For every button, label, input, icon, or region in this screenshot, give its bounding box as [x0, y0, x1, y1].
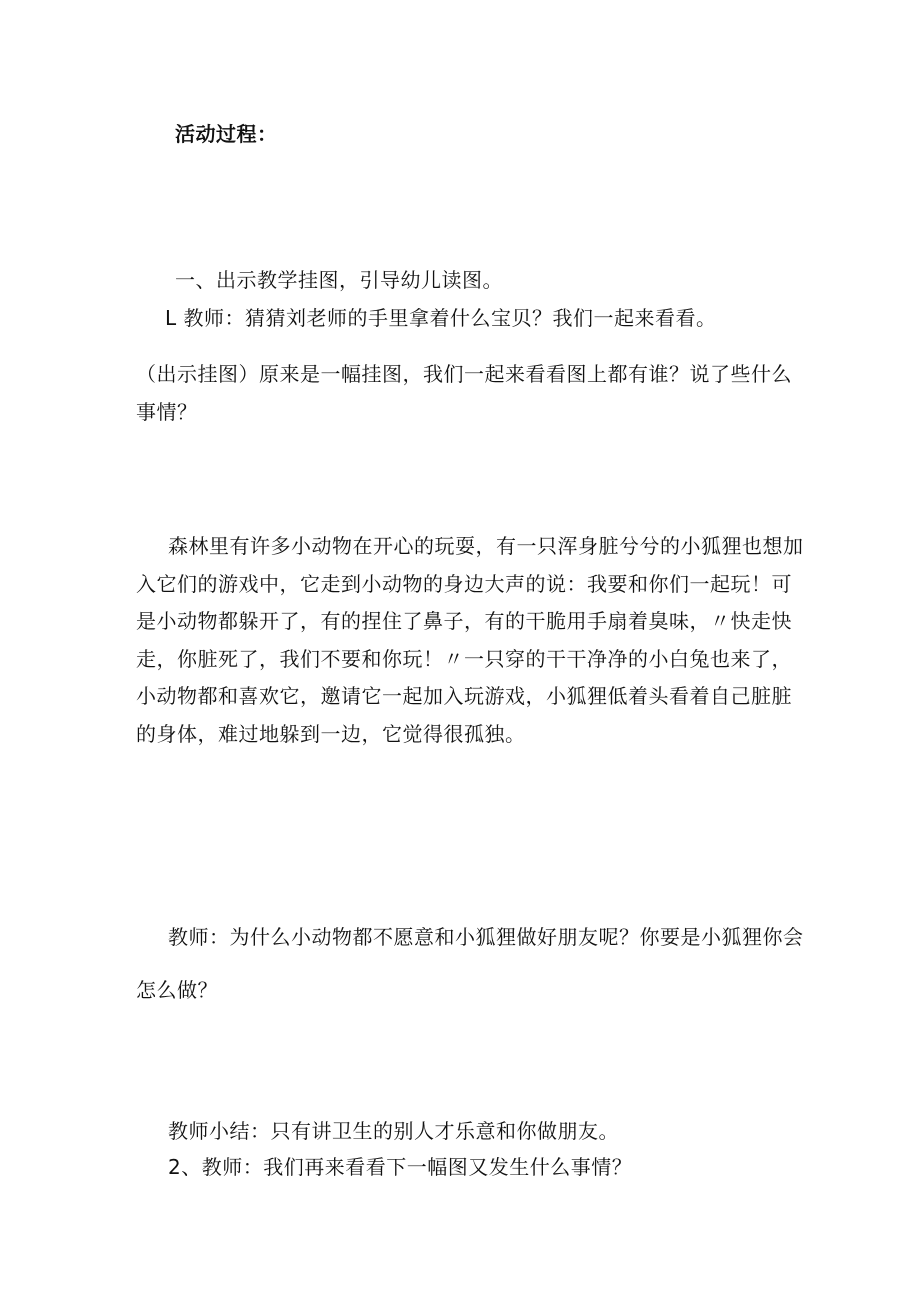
- teacher-summary: 教师小结：只有讲卫生的别人才乐意和你做朋友。: [168, 1119, 619, 1143]
- story-paragraph: [136, 528, 804, 753]
- text-line: 是小动物都躲开了，有的捏住了鼻子，有的干脆用手扇着臭味，〃快走快: [136, 609, 792, 633]
- section-one-title: 一、出示教学挂图，引导幼儿读图。: [175, 268, 503, 292]
- text-line: 的身体，难过地躲到一边，它觉得很孤独。: [136, 721, 526, 746]
- teacher-question-3: 2、教师：我们再来看看下一幅图又发生什么事情？: [168, 1155, 633, 1179]
- teacher-question-2: [136, 911, 804, 1017]
- teacher-question-1-continuation: [136, 356, 796, 431]
- section-heading: 活动过程：: [175, 122, 278, 146]
- text-line: 入它们的游戏中，它走到小动物的身边大声的说：我要和你们一起玩！可: [136, 571, 792, 596]
- text-line: 森林里有许多小动物在开心的玩耍，有一只浑身脏兮兮的小狐狸也想加: [168, 534, 804, 558]
- teacher-question-1: L 教师：猜猜刘老师的手里拿着什么宝贝？我们一起来看看。: [165, 306, 717, 330]
- text-line: 小动物都和喜欢它，邀请它一起加入玩游戏，小狐狸低着头看着自己脏脏: [136, 684, 792, 708]
- text-line: 教师：为什么小动物都不愿意和小狐狸做好朋友呢？你要是小狐狸你会: [168, 925, 804, 949]
- text-line: 怎么做？: [136, 978, 218, 1002]
- text-line: 事情？: [136, 399, 198, 424]
- text-line: （出示挂图）原来是一幅挂图，我们一起来看看图上都有谁？说了些什么: [136, 362, 792, 386]
- text-line: 走，你脏死了，我们不要和你玩！〃一只穿的干干净净的小白兔也来了，: [136, 646, 792, 671]
